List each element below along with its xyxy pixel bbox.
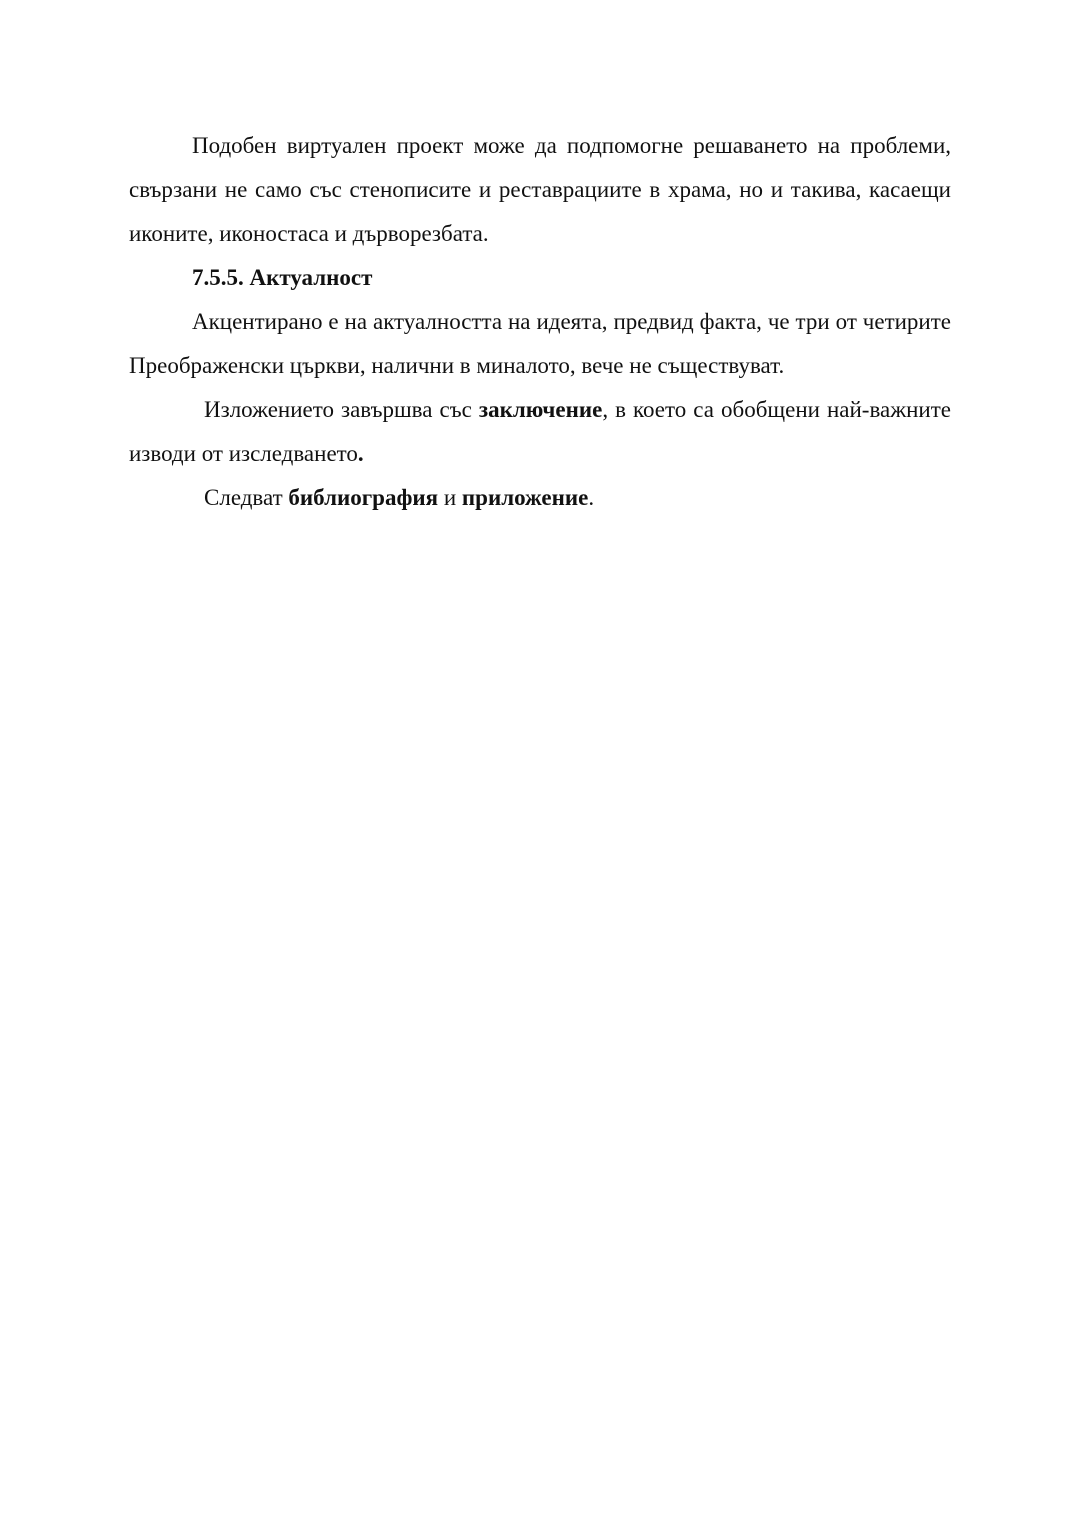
conclusion-period: . (357, 441, 364, 466)
paragraph-bibliography (129, 476, 951, 520)
document-body (129, 124, 951, 520)
paragraph-relevance: Акцентирано е на актуалността на идеята, предвид факта, че три от четирите Преображенски църкви, налични в миналото, вече не съществуват. (129, 309, 951, 378)
paragraph-conclusion (129, 388, 951, 476)
bibliography-term: библиография (288, 485, 439, 510)
appendix-term: приложение (461, 485, 589, 510)
section-heading: 7.5.5. Актуалност (192, 265, 373, 290)
paragraph-bibliography-text: Следват (204, 485, 289, 510)
paragraph-bibliography-period: . (588, 485, 595, 510)
paragraph-virtual-project: Подобен виртуален проект може да подпомогне решаването на проблеми, свързани не само със стенописите и реставрациите в храма, но и такива, касаещи иконите, иконостаса и дърворезбата. (129, 133, 951, 246)
conclusion-term: заключение (478, 397, 603, 422)
paragraph-conclusion-text-2: , в което са обобщени най-важните изводи от изследването (129, 397, 951, 466)
paragraph-conclusion-text: Изложението завършва със (204, 397, 479, 422)
paragraph-bibliography-conjunction: и (438, 485, 462, 510)
